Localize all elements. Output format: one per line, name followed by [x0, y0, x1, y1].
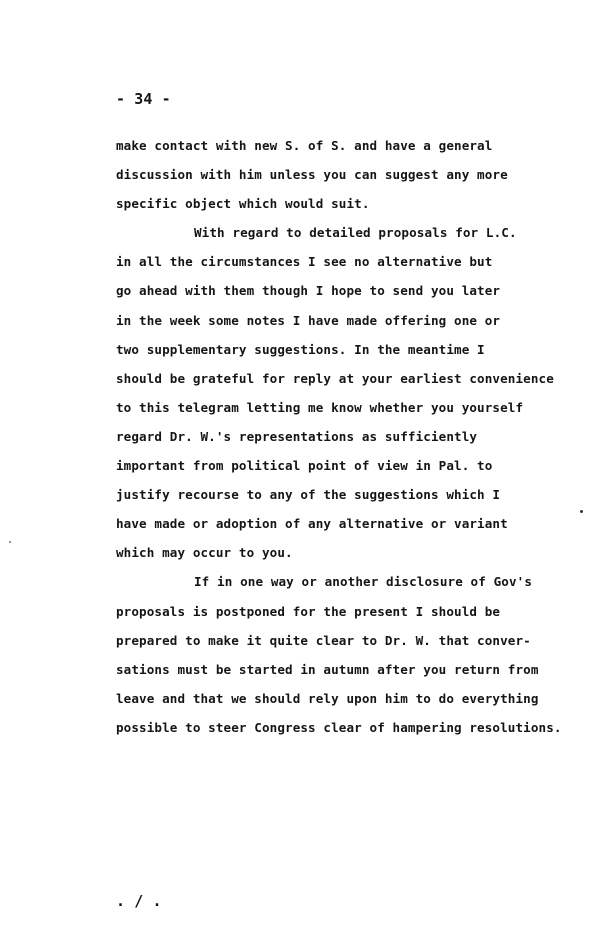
- text-line: should be grateful for reply at your earliest convenience: [116, 370, 554, 386]
- scan-speck: [9, 541, 11, 543]
- text-line: which may occur to you.: [116, 545, 293, 561]
- text-line: sations must be started in autumn after you return from: [116, 661, 539, 677]
- paragraph-start-line: With regard to detailed proposals for L.C.: [194, 225, 517, 241]
- paragraph-start-line: If in one way or another disclosure of Gov's: [194, 574, 533, 590]
- text-line: in the week some notes I have made offering one or: [116, 312, 501, 328]
- text-line: possible to steer Congress clear of hampering resolutions.: [116, 719, 562, 735]
- continuation-mark: . / .: [116, 892, 162, 910]
- letter-body: [116, 136, 576, 747]
- text-line: proposals is postponed for the present I should be: [116, 603, 501, 619]
- text-line: leave and that we should rely upon him to do everything: [116, 690, 539, 706]
- text-line: prepared to make it quite clear to Dr. W. that conver-: [116, 632, 531, 648]
- text-line: justify recourse to any of the suggestions which I: [116, 487, 501, 503]
- text-line: in all the circumstances I see no alternative but: [116, 254, 493, 270]
- text-line: make contact with new S. of S. and have a general: [116, 138, 493, 153]
- text-line: discussion with him unless you can suggest any more: [116, 167, 508, 183]
- text-line: regard Dr. W.'s representations as sufficiently: [116, 428, 478, 444]
- text-line: to this telegram letting me know whether you yourself: [116, 399, 524, 415]
- text-line: two supplementary suggestions. In the meantime I: [116, 341, 485, 357]
- text-line: specific object which would suit.: [116, 196, 370, 212]
- text-line: have made or adoption of any alternative or variant: [116, 516, 508, 532]
- text-line: go ahead with them though I hope to send you later: [116, 283, 501, 299]
- scan-speck: [580, 510, 583, 513]
- text-line: important from political point of view in Pal. to: [116, 458, 493, 474]
- page-number: - 34 -: [116, 90, 171, 108]
